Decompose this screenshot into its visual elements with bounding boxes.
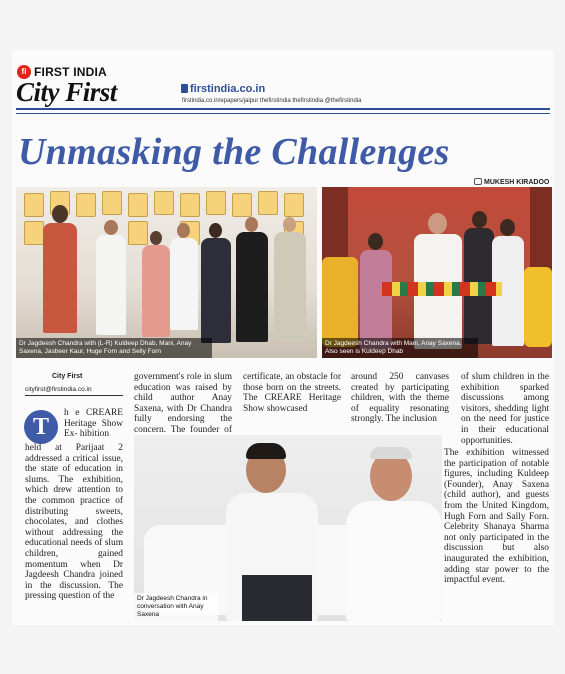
person-head — [177, 223, 190, 238]
person — [236, 232, 268, 342]
person-head — [245, 217, 258, 232]
person-head — [209, 223, 222, 238]
camera-icon — [474, 178, 482, 185]
portrait-frame — [232, 193, 252, 217]
article-column-5-continued: The exhibition witnessed the participation of notable figures, including Kuldeep (Founder), Anay Saxena (child author), and guests from the United Kingdom, Hugh Forn and Sally Forn. Celebrity Shanaya Sharma not only participated in the discussion but also inaugurated the exhibition, adding star power to the impactful event. — [444, 448, 549, 586]
group-photo — [16, 187, 317, 358]
person-head — [368, 233, 383, 250]
portrait-frame — [206, 191, 226, 215]
site-url[interactable]: firstindia.co.in — [190, 83, 266, 95]
dateline: City First — [52, 373, 83, 380]
mask-garland — [382, 282, 502, 296]
hair — [246, 443, 286, 459]
drop-cap: T — [24, 410, 58, 444]
portrait-frame — [128, 221, 148, 245]
column-divider — [25, 395, 123, 396]
article-column-1: held at Parijaat 2 addressed a critical issue, the state of education in slums. The exhibition, which drew attention to the common practice of distributing sweets, chocolates, and clothes without addressing the educational needs of slum children, gained momentum when Dr Jagdeesh Chandra joined in the discussion. The pressing question of the — [25, 443, 123, 602]
person — [274, 232, 306, 340]
portrait-frame — [258, 191, 278, 215]
person — [346, 501, 442, 621]
contact-email[interactable]: cityfirst@firstindia.co.in — [25, 386, 92, 393]
photo-caption: Dr Jagdeesh Chandra with (L-R) Kuldeep Dhab, Mani, Anay Saxena, Jasbeer Kaur, Huge Forn and Selly Forn — [16, 338, 212, 358]
person — [201, 238, 231, 343]
person-head — [150, 231, 162, 245]
photo-caption: Dr Jagdeesh Chandra in conversation with Anay Saxena — [134, 593, 218, 621]
portrait-frame — [102, 191, 122, 215]
person-head — [283, 217, 296, 232]
brand-name: FIRST INDIA — [34, 65, 107, 79]
portrait-frame — [24, 221, 44, 245]
portrait-frame — [76, 193, 96, 217]
person — [360, 250, 392, 350]
person-head — [52, 205, 68, 223]
hair — [370, 447, 412, 459]
person — [96, 235, 126, 335]
person — [142, 245, 170, 337]
photo-caption: Dr Jagdeesh Chandra with Mani, Anay Saxena. Also seen is Kuldeep Dhab — [322, 338, 478, 358]
masthead-divider — [16, 108, 550, 110]
article-column-4: around 250 canvases created by participating children, with the theme of equality resonating strongly. The inclusion — [351, 372, 449, 425]
person-head — [104, 220, 118, 235]
heritage-photo — [322, 187, 552, 358]
conversation-photo — [134, 435, 442, 621]
portrait-frame — [128, 193, 148, 217]
person-head — [500, 219, 515, 236]
phone-icon — [181, 84, 188, 93]
person-head — [428, 213, 447, 234]
article-intro: h e CREARE Heritage Show Ex- hibition — [64, 408, 123, 440]
first-india-logo-icon: fi — [17, 65, 31, 79]
photo-byline: MUKESH KIRADOO — [484, 179, 550, 186]
portrait-frame — [180, 193, 200, 217]
headline: Unmasking the Challenges — [18, 131, 450, 173]
person-head — [472, 211, 487, 228]
portrait-frame — [154, 191, 174, 215]
portrait-frame — [284, 193, 304, 217]
social-handles: firstindia.co.in/epapers/jaipur thefirstindia thefirstindia @thefirstindia — [182, 98, 362, 104]
article-column-3: certificate, an obstacle for those born on the streets. The CREARE Heritage Show showcased — [243, 372, 341, 414]
painted-umbrella — [524, 267, 552, 347]
trousers — [242, 575, 312, 621]
painted-umbrella — [322, 257, 358, 347]
newspaper-page — [12, 50, 554, 625]
portrait-frame — [24, 193, 44, 217]
article-column-5: of slum children in the exhibition sparked discussions among visitors, shedding light on the need for justice in their educational opportunities. — [461, 372, 549, 446]
edition-title: City First — [16, 77, 117, 107]
person — [43, 223, 77, 333]
article-column-2: government's role in slum education was raised by child author Anay Saxena, with Dr Chandra fully endorsing the concern. The founder of — [134, 372, 232, 435]
person — [170, 238, 198, 330]
masthead-divider-thin — [16, 113, 550, 114]
